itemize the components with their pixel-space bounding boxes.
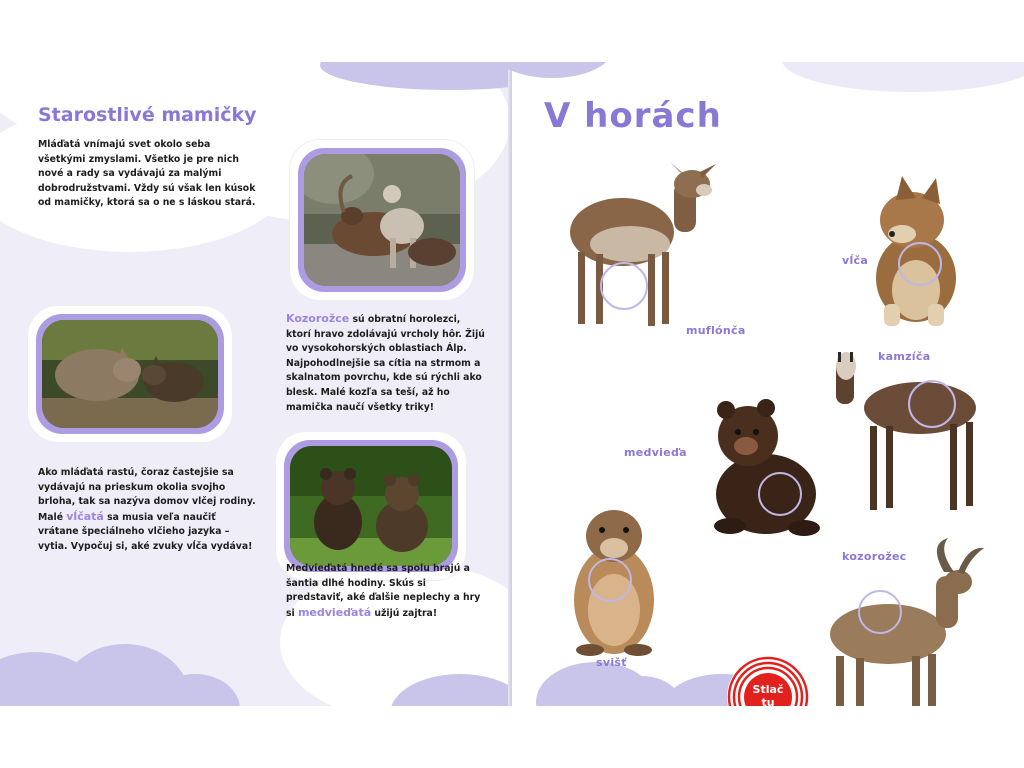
marmot-label: svišť <box>596 656 627 669</box>
bear-highlight: medvieďatá <box>297 605 372 619</box>
bear-photo-frame <box>276 432 466 580</box>
press-here-line-2: tu <box>761 696 775 706</box>
mouflon-label: muflónča <box>686 324 746 337</box>
wolf-text-2: sa musia veľa naučiť vrátane špeciálneho vlčieho jazyka – vytia. Vypočuj si, aké zvuky vĺča vydáva! <box>38 511 253 552</box>
bear-cub-touch-spot[interactable] <box>758 472 802 516</box>
right-top-cloud-2 <box>782 62 1024 92</box>
wolf-highlight: vĺčatá <box>66 509 104 523</box>
bear-cub-label: medvieďa <box>624 446 687 459</box>
ibex-photo-image <box>304 154 460 286</box>
bear-cub-image[interactable] <box>708 394 822 538</box>
left-page <box>0 62 512 706</box>
chamois-image[interactable] <box>824 352 984 516</box>
ibex-highlight: Kozorožce <box>286 312 350 325</box>
wolf-cub-label: vĺča <box>842 254 869 267</box>
bear-photo-image <box>290 446 452 566</box>
bear-text-1: Medvieďatá hnedé sa spolu hrajú a šantia dlhé hodiny. Skús si predstaviť, aké ďalšie neplechy a hry si <box>286 563 481 619</box>
marmot-touch-spot[interactable] <box>588 558 632 602</box>
ibex-image[interactable] <box>818 538 984 706</box>
ibex-touch-spot[interactable] <box>858 590 902 634</box>
bear-text-2: užijú zajtra! <box>371 607 438 619</box>
wolf-text-1: Ako mláďatá rastú, čoraz častejšie sa vydávajú na prieskum okolia svojho brloha, tak sa nazýva domov vlčej rodiny. Malé <box>38 467 256 523</box>
ibex-paragraph <box>286 312 486 415</box>
ibex-text: sú obratní horolezci, ktorí hravo zdolávajú vrcholy hôr. Žijú vo vysokohorských oblastiach Álp. Najpohodlnejšie sa cítia na strmom a skalnatom povrchu, kde sú rýchli ako blesk. Malé kozľa sa teší, až ho mamička naučí všetky triky! <box>286 314 485 413</box>
press-here-label <box>726 683 810 706</box>
press-here-line-1: Stlač <box>752 683 784 696</box>
intro-paragraph: Mláďatá vnímajú svet okolo seba všetkými zmyslami. Všetko je pre nich nové a rady sa vydávajú za malými dobrodružstvami. Vždy sú však len kúsok od mamičky, ktorá sa o ne s láskou stará. <box>38 139 256 209</box>
wolf-cub-touch-spot[interactable] <box>898 242 942 286</box>
ibex-photo-border <box>298 148 466 292</box>
chamois-touch-spot[interactable] <box>908 380 956 428</box>
wolf-paragraph <box>38 466 258 555</box>
chamois-label: kamzíča <box>878 350 931 363</box>
bear-paragraph <box>286 562 486 621</box>
right-page-title: V horách <box>544 96 722 136</box>
press-here-button[interactable] <box>726 655 810 706</box>
mouflon-touch-spot[interactable] <box>600 262 648 310</box>
wolf-photo-image <box>42 320 218 428</box>
mouflon-image[interactable] <box>562 162 726 332</box>
ibex-photo-frame <box>290 140 474 300</box>
wolf-photo-frame <box>28 306 232 442</box>
wolf-photo-border <box>36 314 224 434</box>
bear-photo-border <box>284 440 458 572</box>
left-page-title: Starostlivé mamičky <box>38 104 257 126</box>
ibex-label: kozorožec <box>842 550 907 563</box>
book-spread <box>0 62 1024 706</box>
